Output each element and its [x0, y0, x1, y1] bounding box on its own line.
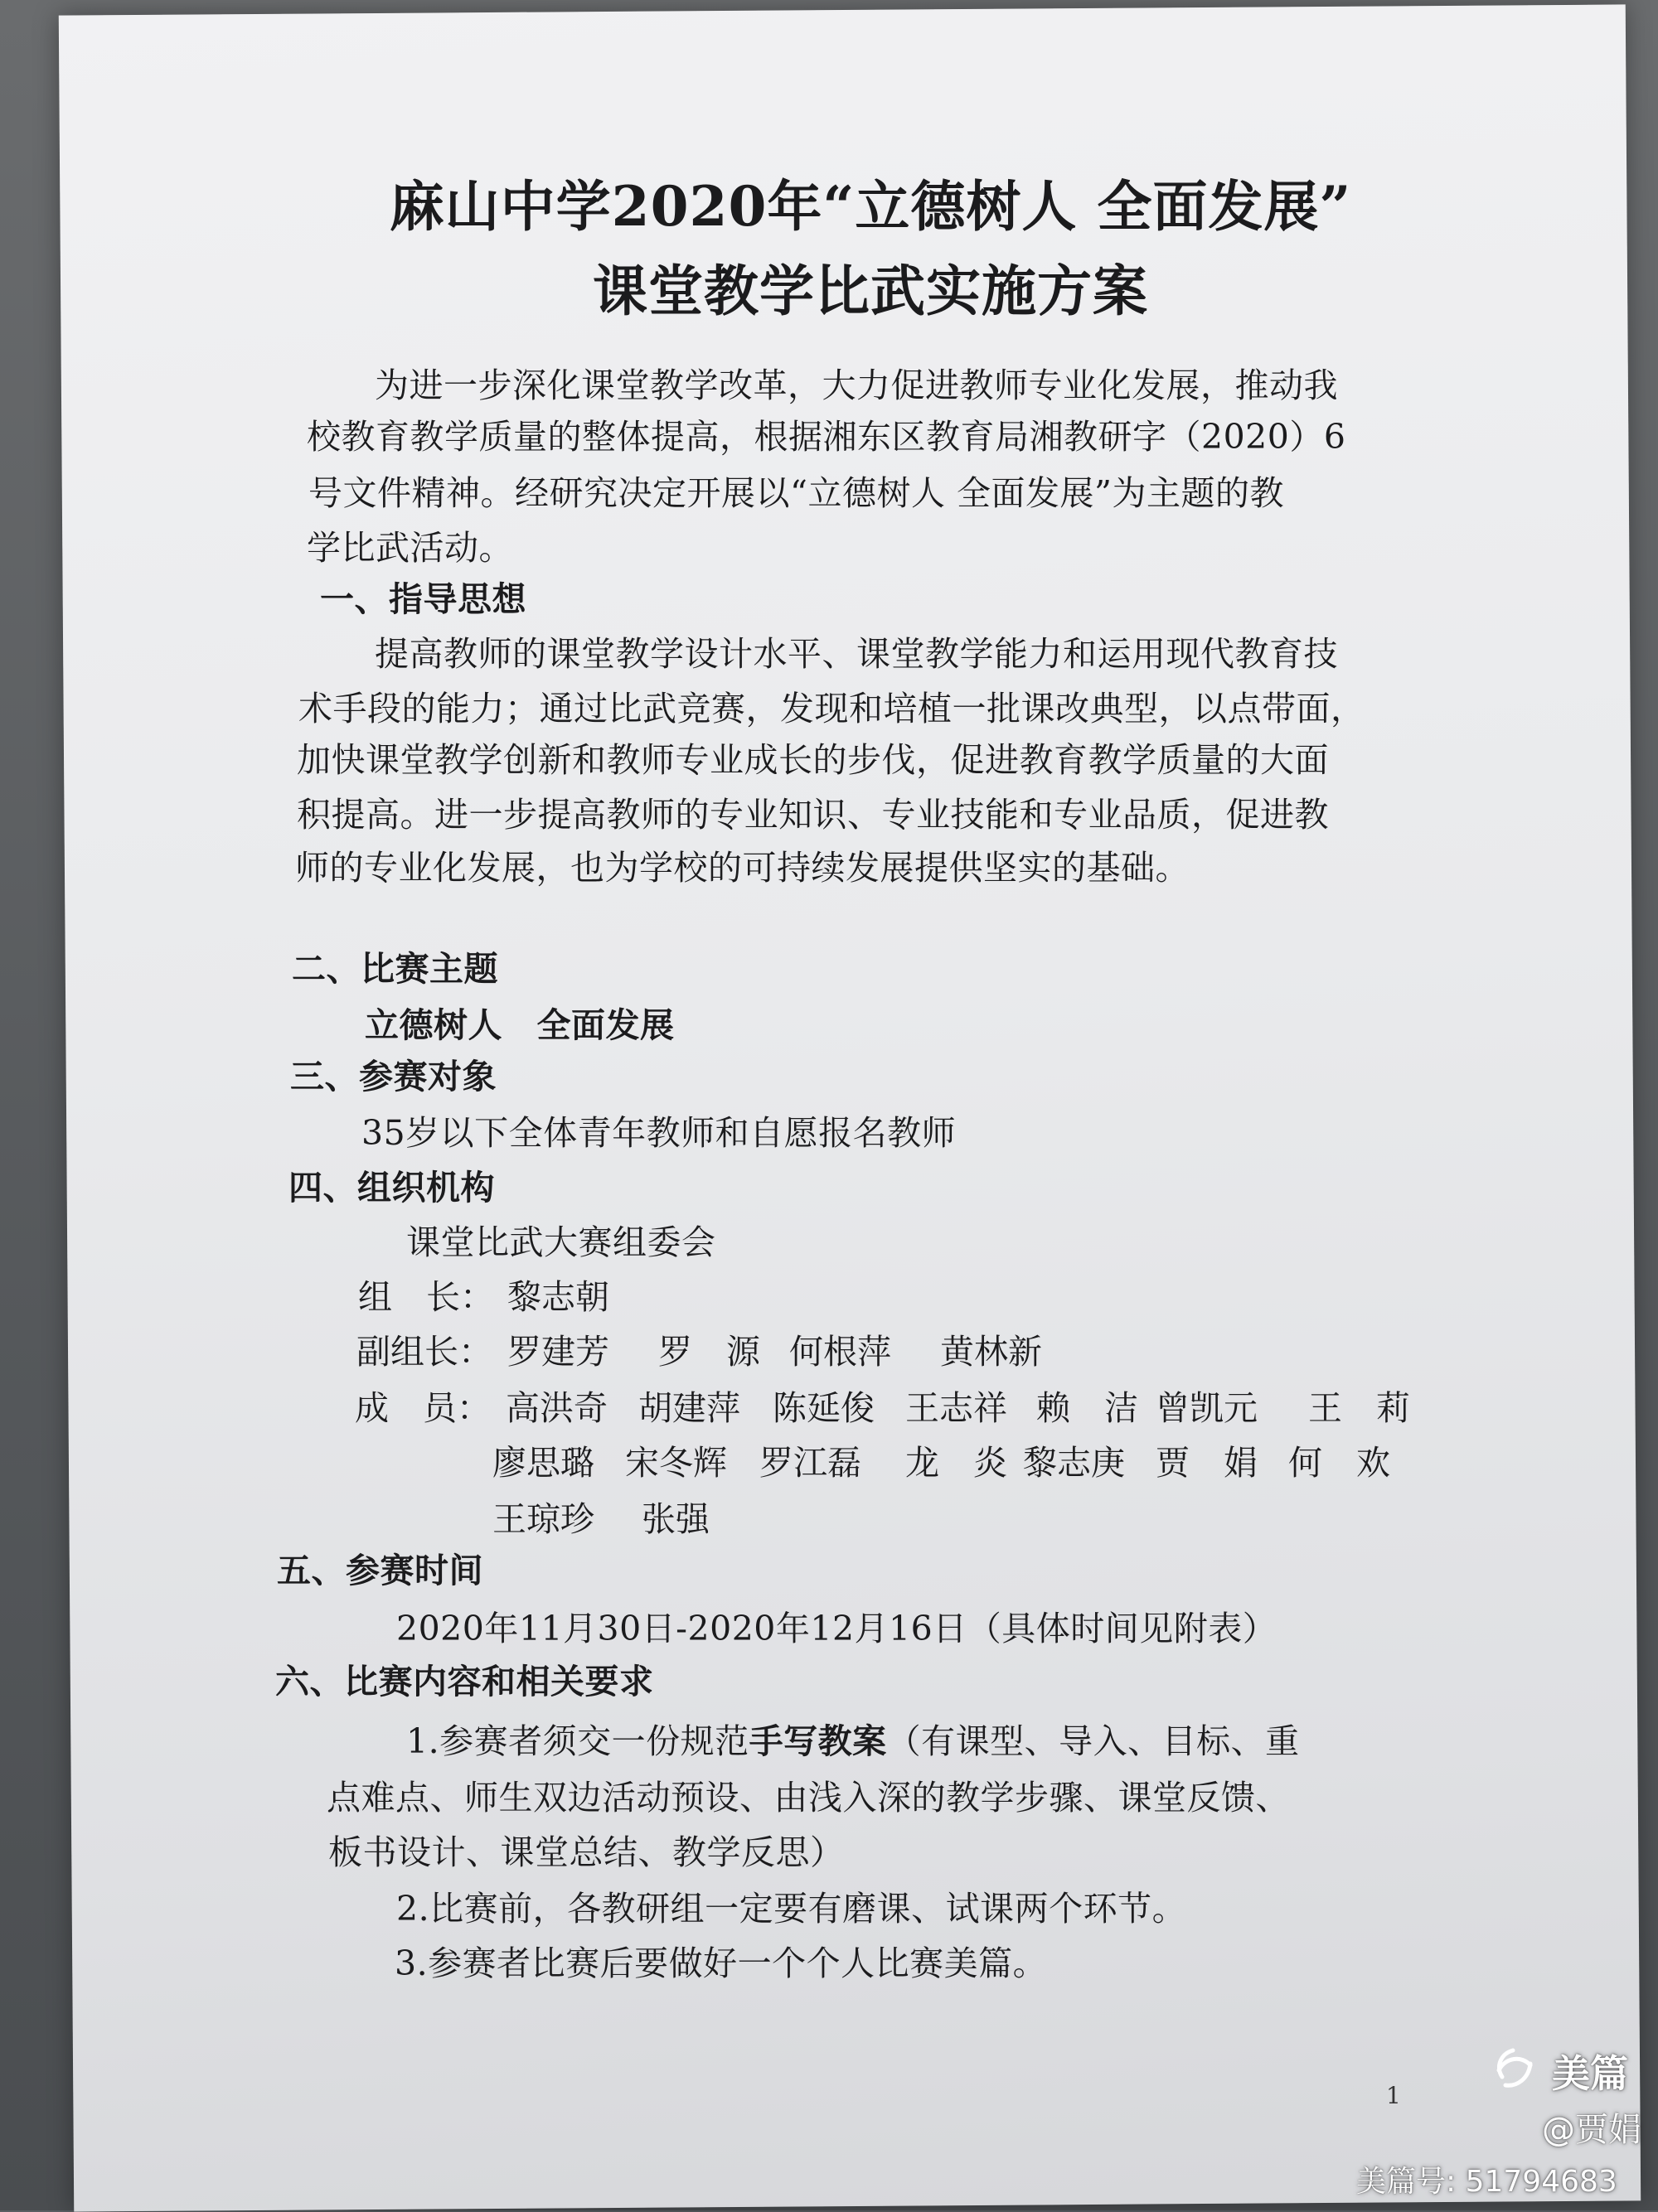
member-name: 王 莉: [1308, 1388, 1410, 1428]
section5-text: 2020年11月30日-2020年12月16日（具体时间见附表）: [396, 1609, 1277, 1648]
intro-line-2: 校教育教学质量的整体提高，根据湘东区教育局湘教研字（2020）6: [307, 417, 1346, 457]
committee-name: 课堂比武大赛组委会: [406, 1222, 716, 1262]
requirement-1-line-2: 点难点、师生双边活动预设、由浅入深的教学步骤、课堂反馈、: [327, 1778, 1290, 1818]
requirement-1-line-3: 板书设计、课堂总结、教学反思）: [328, 1832, 845, 1872]
member-name: 曾凯元: [1156, 1388, 1258, 1428]
requirement-1-emphasis: 手写教案: [749, 1721, 887, 1761]
section3-text: 35岁以下全体青年教师和自愿报名教师: [361, 1113, 957, 1153]
member-name: 赖 洁: [1036, 1388, 1138, 1428]
member-name: 贾 娟: [1156, 1443, 1258, 1483]
deputy-name: 何根萍: [789, 1332, 891, 1372]
member-name: 胡建萍: [638, 1388, 740, 1428]
member-name: 廖思璐: [492, 1443, 594, 1483]
watermark-brand: 美篇: [1552, 2051, 1628, 2096]
section4-heading: 四、组织机构: [288, 1168, 495, 1208]
title-line-1: 麻山中学2020年“立德树人 全面发展”: [389, 174, 1352, 239]
member-name: 张强: [642, 1499, 710, 1539]
requirement-1-suffix: （有课型、导入、目标、重: [886, 1721, 1300, 1761]
watermark-author: @贾娟: [1542, 2111, 1641, 2149]
meipian-logo-icon: [1489, 2045, 1537, 2093]
requirement-1-prefix: 1.参赛者须交一份规范: [406, 1721, 749, 1761]
leader-name: 黎志朝: [507, 1277, 609, 1317]
requirement-2: 2.比赛前，各教研组一定要有磨课、试课两个环节。: [396, 1889, 1187, 1929]
deputy-name: 罗 源: [658, 1332, 760, 1372]
watermark-id: 美篇号: 51794683: [1356, 2165, 1617, 2199]
deputy-name: 黄林新: [940, 1332, 1042, 1372]
section1-line-1: 提高教师的课堂教学设计水平、课堂教学能力和运用现代教育技: [375, 634, 1338, 674]
member-name: 何 欢: [1288, 1443, 1390, 1483]
deputy-name: 罗建芳: [507, 1332, 609, 1372]
member-name: 王志祥: [905, 1388, 1007, 1428]
section3-heading: 三、参赛对象: [290, 1057, 497, 1096]
member-name: 罗江磊: [759, 1443, 861, 1483]
page-number: 1: [1386, 2082, 1401, 2109]
requirement-3: 3.参赛者比赛后要做好一个个人比赛美篇。: [395, 1943, 1048, 1983]
title-line-2: 课堂教学比武实施方案: [593, 259, 1148, 323]
intro-line-3: 号文件精神。经研究决定开展以“立德树人 全面发展”为主题的教: [308, 473, 1284, 513]
member-name: 龙 炎: [905, 1443, 1007, 1483]
section5-heading: 五、参赛时间: [277, 1551, 483, 1590]
section1-heading: 一、指导思想: [320, 579, 526, 619]
section6-heading: 六、比赛内容和相关要求: [275, 1662, 654, 1701]
member-name: 王琼珍: [492, 1499, 594, 1539]
intro-line-4: 学比武活动。: [307, 528, 513, 568]
member-name: 黎志庚: [1023, 1443, 1125, 1483]
section1-line-2: 术手段的能力；通过比武竞赛，发现和培植一批课改典型，以点带面，: [298, 689, 1365, 728]
requirement-1-line-1: [406, 1714, 1300, 1763]
member-name: 高洪奇: [506, 1388, 608, 1428]
members-label: 成 员：: [355, 1388, 491, 1428]
section1-line-5: 师的专业化发展，也为学校的可持续发展提供坚实的基础。: [295, 848, 1190, 888]
member-name: 陈延俊: [773, 1388, 875, 1428]
section2-text: 立德树人 全面发展: [365, 1005, 675, 1045]
section2-heading: 二、比赛主题: [292, 949, 498, 989]
intro-line-1: 为进一步深化课堂教学改革，大力促进教师专业化发展，推动我: [375, 365, 1338, 405]
member-name: 宋冬辉: [625, 1443, 727, 1483]
deputy-label: 副组长：: [356, 1332, 492, 1372]
section1-line-3: 加快课堂教学创新和教师专业成长的步伐，促进教育教学质量的大面: [297, 740, 1329, 780]
leader-label: 组 长：: [358, 1277, 494, 1317]
section1-line-4: 积提高。进一步提高教师的专业知识、专业技能和专业品质，促进教: [297, 795, 1329, 835]
